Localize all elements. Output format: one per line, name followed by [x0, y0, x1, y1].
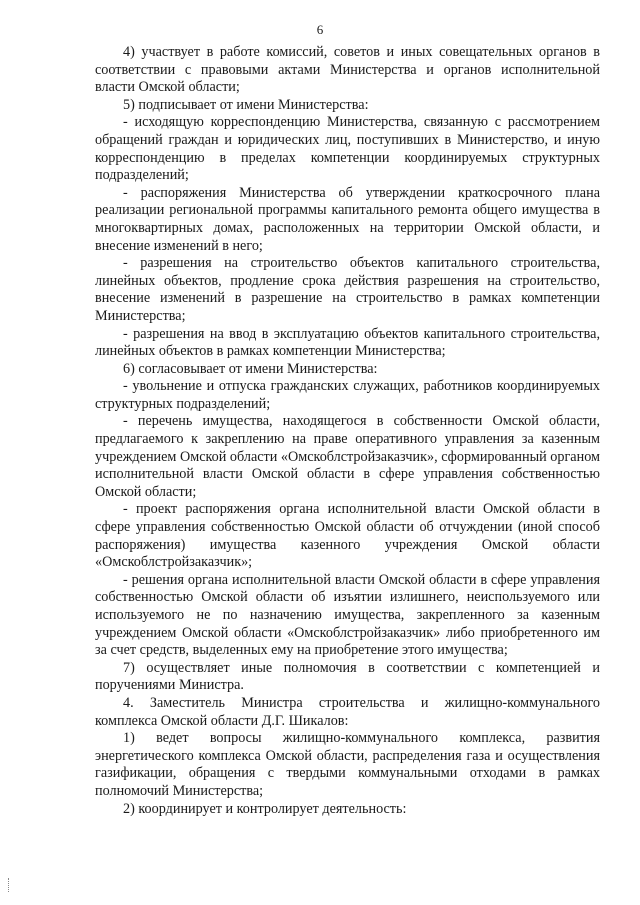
paragraph-item-6: 6) согласовывает от имени Министерства: [123, 360, 378, 377]
section-deputy-minister: 4. Заместитель Министра строительства и жилищно-коммунального комплекса Омской области Д.Г. Шикалов: [95, 694, 600, 729]
paragraph-deputy-item-2: 2) координирует и контролирует деятельность: [123, 800, 407, 817]
list-item-construction-permits: - разрешения на строительство объектов капитального строительства, линейных объектов, продление срока действия разрешения на строительство, внесение изменений в разрешение на строительство в рамках компетенции Министерства; [95, 255, 600, 324]
paragraph-deputy-item-1: 1) ведет вопросы жилищно-коммунального комплекса, развития энергетического комплекса Омской области, распределения газа и осуществления газификации, обращения с твердыми коммунальными отходами в рамках полномочий Министерства; [95, 730, 600, 799]
paragraph-item-5: 5) подписывает от имени Министерства: [123, 96, 369, 113]
document-body [95, 44, 600, 818]
margin-mark [8, 878, 11, 892]
page-number: 6 [316, 22, 324, 37]
list-item-orders-short-term-plan: - распоряжения Министерства об утверждении краткосрочного плана реализации региональной программы капитального ремонта общего имущества в многоквартирных домах, расположенных на территории Омской области, и внесение изменений в него; [95, 184, 600, 254]
list-item-draft-order: - проект распоряжения органа исполнительной власти Омской области в сфере управления собственностью Омской области об отчуждении (иной способ распоряжения) имущества казенного учреждения Омской области «Омскоблстройзаказчик»; [95, 501, 600, 571]
list-item-dismissal-leave: - увольнение и отпуска гражданских служащих, работников координируемых структурных подразделений; [95, 378, 600, 412]
list-item-commissioning-permits: - разрешения на ввод в эксплуатацию объектов капитального строительства, линейных объектов в рамках компетенции Министерства; [95, 325, 600, 360]
paragraph-item-7: 7) осуществляет иные полномочия в соответствии с компетенцией и поручениями Министра. [95, 659, 600, 694]
paragraph-item-4: 4) участвует в работе комиссий, советов и иных совещательных органов в соответствии с правовыми актами Министерства и органов исполнительной власти Омской области; [95, 44, 600, 96]
list-item-property-list: - перечень имущества, находящегося в собственности Омской области, предлагаемого к закреплению на праве оперативного управления за казенным учреждением Омской области «Омскоблстройзаказчик», сформированный органом исполнительной власти Омской области в сфере управления собственностью Омской области; [95, 413, 600, 500]
list-item-outgoing-correspondence: - исходящую корреспонденцию Министерства, связанную с рассмотрением обращений граждан и юридических лиц, поступивших в Министерство, и иную корреспонденцию в пределах компетенции координируемых структурных подразделений; [95, 114, 600, 184]
list-item-decisions-seizure: - решения органа исполнительной власти Омской области в сфере управления собственностью Омской области об изъятии излишнего, неиспользуемого или используемого не по назначению имущества, закрепленного за казенным учреждением Омской области «Омскоблстройзаказчик» либо приобретенного им за счет средств, выделенных ему на приобретение этого имущества; [95, 571, 600, 659]
